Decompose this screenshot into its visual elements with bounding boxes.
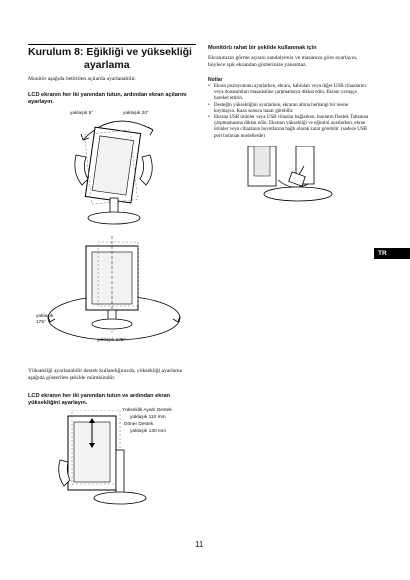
height-intro: Yüksekliği ayarlanabilir destek kullandığınızda, yüksekliği ayarlama aşağıda gösterilen şekilde mümkündür. bbox=[28, 368, 183, 381]
note-item: • Desteğin yüksekliğini ayarlarken, ekranın altına herhangi bir nesne koymayın. Kaza sonucu hasar görebilir. bbox=[208, 103, 370, 115]
note-item: • Ekran pozisyonunu ayarlarken, ekranı, kabloları veya diğer USB cihazlarını veya donanımları masaüstüne çarpmamaya dikkat edin. Ekranı yavaşça hareket ettirin. bbox=[208, 84, 370, 103]
comfort-intro: Ekranınızın görme açısını sandalyeniz ve masanıza göre ayarlayın, böylece ışık ekrandan gözlerinize yansımaz. bbox=[208, 55, 358, 68]
notes-title: Notlar bbox=[208, 77, 223, 83]
heading-rule-top bbox=[28, 44, 196, 45]
height-label-stand1: Yükseklik Ayarlı Destek bbox=[122, 408, 172, 413]
tilt-label-back: yaklaşık 5° bbox=[70, 111, 94, 116]
height-label-stand1-value: yaklaşık 110 mm bbox=[130, 415, 166, 420]
page-number: 11 bbox=[195, 540, 204, 549]
note-item: • Ekrana USB ürünler veya USB cihazlar bağlarken, bunların Destek Tabanına çarpmamasına dikkat edin. Ekranın yüksekliği ve eğimini ayarlarken, ekran ürünler veya cihazların boyutlarına bağlı olarak zarar görebilir. (sadece USB port bulunan modellerde) bbox=[208, 115, 370, 140]
intro-text: Monitör aşağıda belirtilen açılarda ayarlanabilir. bbox=[28, 76, 136, 82]
height-label-stand2-value: yaklaşık 130 mm bbox=[130, 429, 166, 434]
heading-line-1: Kurulum 8: Eğikliği ve yüksekliği bbox=[28, 46, 192, 58]
stand-base-illustration bbox=[238, 146, 348, 212]
section-heading bbox=[28, 46, 198, 72]
height-instruction: LCD ekranın her iki yanından tutun ve ardından ekran yüksekliğini ayarlayın. bbox=[28, 393, 171, 406]
heading-line-2: ayarlama bbox=[84, 59, 130, 71]
comfort-heading: Monitörü rahat bir şekilde kullanmak için bbox=[208, 45, 317, 51]
language-tab: TR bbox=[374, 248, 410, 259]
tilt-label-forward: yaklaşık 20° bbox=[123, 111, 149, 116]
height-label-stand2: Döner Destek bbox=[124, 422, 154, 427]
tilt-illustration bbox=[58, 110, 178, 230]
swivel-label-left: yaklaşık 175° bbox=[36, 314, 54, 325]
swivel-label-bottom: yaklaşık 175° bbox=[97, 338, 126, 343]
tilt-instruction: LCD ekranın her iki yanından tutun, ardından ekran açılarını ayarlayın. bbox=[28, 92, 187, 105]
notes-list bbox=[208, 84, 370, 140]
